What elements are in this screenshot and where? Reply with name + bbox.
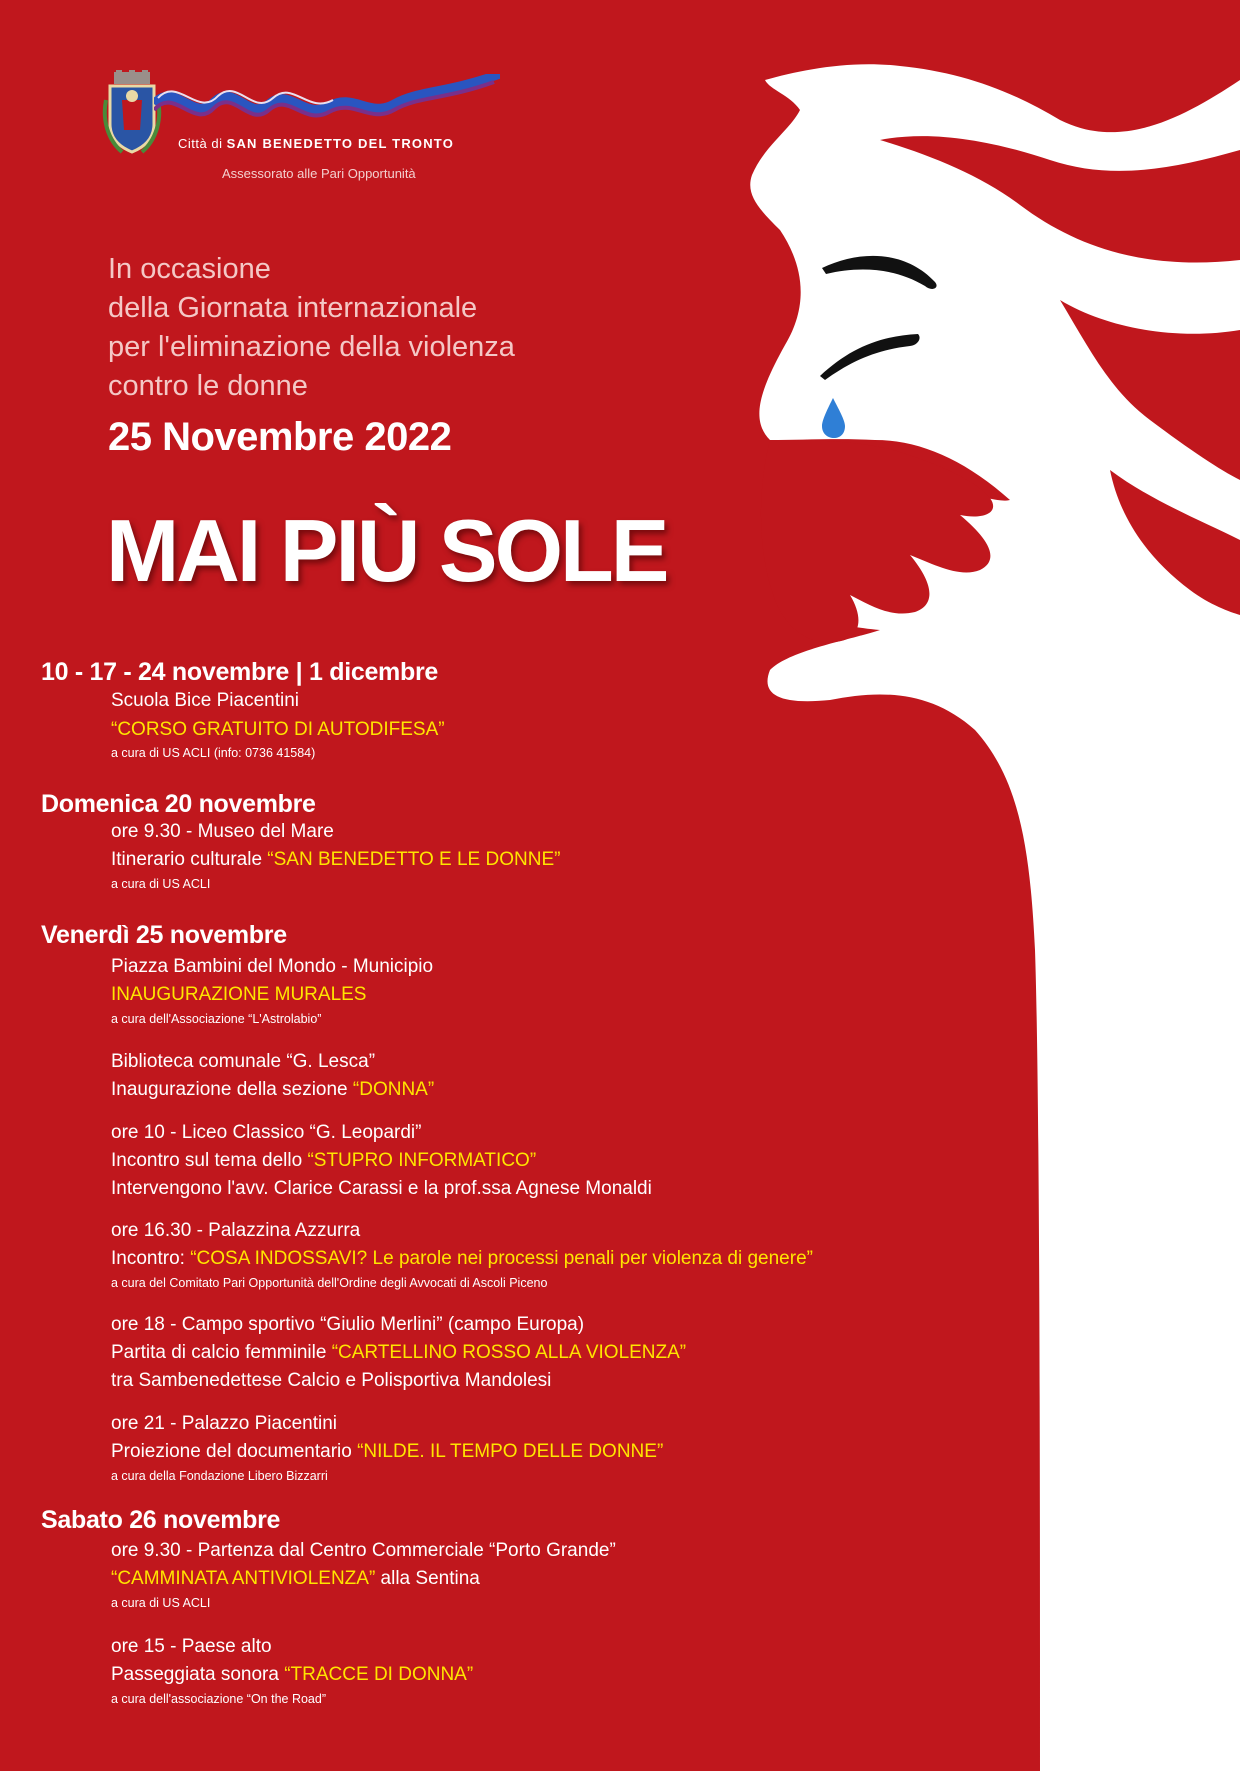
face-silhouette <box>750 64 1240 1771</box>
day-heading: Venerdì 25 novembre <box>41 921 287 949</box>
event-pre: Inaugurazione della sezione <box>111 1079 353 1100</box>
event-place: ore 18 - Campo sportivo “Giulio Merlini” (campo Europa) <box>111 1314 585 1335</box>
event-title: “DONNA” <box>352 1079 435 1100</box>
event-title: “STUPRO INFORMATICO” <box>307 1150 537 1171</box>
event-title: “TRACCE DI DONNA” <box>284 1664 474 1685</box>
headline: MAI PIÙ SOLE <box>106 501 667 600</box>
event-description <box>111 1664 473 1686</box>
city-crest-icon <box>102 70 162 156</box>
day-heading: 10 - 17 - 24 novembre | 1 dicembre <box>41 658 438 686</box>
city-logo <box>102 70 502 190</box>
event-post: alla Sentina <box>375 1568 480 1589</box>
event-pre: Partita di calcio femminile <box>111 1342 332 1363</box>
event-pre: Incontro: <box>111 1248 191 1269</box>
event-title: INAUGURAZIONE MURALES <box>111 984 367 1005</box>
event-place: ore 10 - Liceo Classico “G. Leopardi” <box>111 1122 422 1143</box>
event-description <box>111 1342 686 1364</box>
event-organizer: a cura dell'Associazione “L'Astrolabio” <box>111 1012 322 1026</box>
intro-line: contro le donne <box>108 370 308 402</box>
event-title: “CORSO GRATUITO DI AUTODIFESA” <box>111 719 445 740</box>
event-title: “CARTELLINO ROSSO ALLA VIOLENZA” <box>331 1342 687 1363</box>
event-pre: Proiezione del documentario <box>111 1441 358 1462</box>
city-name <box>178 136 454 151</box>
event-description <box>111 1079 434 1101</box>
event-speakers: Intervengono l'avv. Clarice Carassi e la prof.ssa Agnese Monaldi <box>111 1178 652 1199</box>
event-place: Biblioteca comunale “G. Lesca” <box>111 1051 376 1072</box>
event-title: “CAMMINATA ANTIVIOLENZA” <box>111 1568 376 1589</box>
day-heading: Domenica 20 novembre <box>41 790 316 818</box>
intro-line: della Giornata internazionale <box>108 292 478 324</box>
event-place: Piazza Bambini del Mondo - Municipio <box>111 956 434 977</box>
intro-text <box>108 250 515 406</box>
city-prefix: Città di <box>178 136 223 151</box>
event-organizer: a cura dell'associazione “On the Road” <box>111 1692 327 1706</box>
graphic-credit: A cura del Servizio Rapporti con il cittadino e Comunicazione pubblica - Città di San Benedetto del Tronto | grafica Fabrizio Mariani <box>1224 1036 1233 1470</box>
city-title: SAN BENEDETTO DEL TRONTO <box>226 136 455 151</box>
intro-line: In occasione <box>108 253 271 285</box>
event-title: “NILDE. IL TEMPO DELLE DONNE” <box>357 1441 664 1462</box>
event-place: ore 16.30 - Palazzina Azzurra <box>111 1220 361 1241</box>
event-organizer: a cura del Comitato Pari Opportunità dell'Ordine degli Avvocati di Ascoli Piceno <box>111 1276 548 1290</box>
intro-line: per l'eliminazione della violenza <box>108 331 515 363</box>
event-description <box>111 1150 536 1172</box>
event-pre: Passeggiata sonora <box>111 1664 285 1685</box>
event-title: “SAN BENEDETTO E LE DONNE” <box>267 849 561 870</box>
event-description <box>111 1441 663 1463</box>
event-description <box>111 849 560 871</box>
event-organizer: a cura della Fondazione Libero Bizzarri <box>111 1469 328 1483</box>
event-place: ore 15 - Paese alto <box>111 1636 272 1657</box>
event-place: ore 9.30 - Partenza dal Centro Commerciale “Porto Grande” <box>111 1540 616 1561</box>
event-organizer: a cura di US ACLI <box>111 877 211 891</box>
event-teams: tra Sambenedettese Calcio e Polisportiva Mandolesi <box>111 1370 552 1391</box>
event-place: Scuola Bice Piacentini <box>111 690 299 711</box>
event-place: ore 21 - Palazzo Piacentini <box>111 1413 338 1434</box>
event-pre: Incontro sul tema dello <box>111 1150 308 1171</box>
event-place: ore 9.30 - Museo del Mare <box>111 821 334 842</box>
event-pre: Itinerario culturale <box>111 849 268 870</box>
event-organizer: a cura di US ACLI <box>111 1596 211 1610</box>
department-name: Assessorato alle Pari Opportunità <box>222 166 416 181</box>
day-heading: Sabato 26 novembre <box>41 1506 281 1534</box>
event-date: 25 Novembre 2022 <box>108 415 452 459</box>
event-title: “COSA INDOSSAVI? Le parole nei processi penali per violenza di genere” <box>190 1248 813 1269</box>
event-organizer: a cura di US ACLI (info: 0736 41584) <box>111 746 316 760</box>
event-description <box>111 1248 813 1270</box>
event-description <box>111 1568 480 1590</box>
sea-wave-icon <box>154 74 500 128</box>
